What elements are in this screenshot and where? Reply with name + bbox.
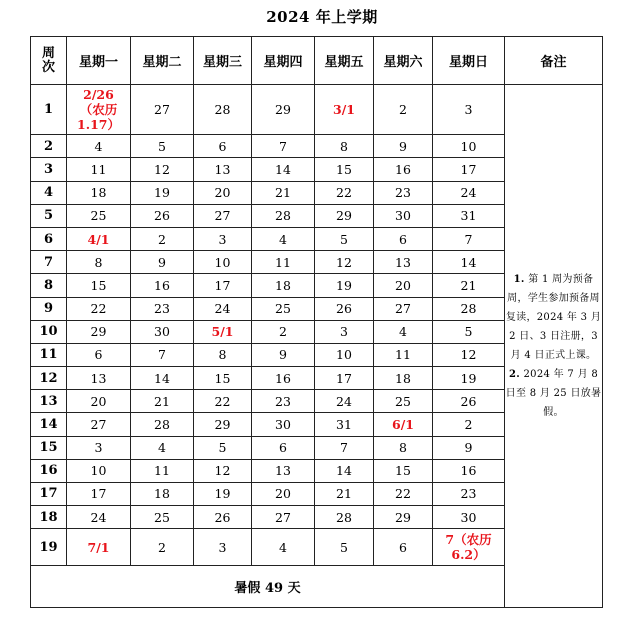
date-cell: 9 [252, 343, 315, 366]
date-cell: 24 [315, 390, 374, 413]
date-cell: 21 [315, 482, 374, 505]
date-cell: 11 [252, 251, 315, 274]
date-cell: 3 [433, 85, 505, 135]
date-cell: 29 [252, 85, 315, 135]
date-cell: 23 [374, 181, 433, 204]
week-number: 15 [31, 436, 67, 459]
date-cell: 19 [433, 367, 505, 390]
date-cell: 4 [252, 529, 315, 566]
date-cell: 8 [374, 436, 433, 459]
note-number: 2. [508, 369, 521, 380]
date-cell: 29 [67, 320, 131, 343]
date-cell: 25 [67, 204, 131, 227]
date-cell: 23 [252, 390, 315, 413]
date-cell: 17 [433, 158, 505, 181]
date-cell: 23 [433, 482, 505, 505]
date-cell: 18 [67, 181, 131, 204]
date-cell: 29 [315, 204, 374, 227]
day-header: 星期三 [194, 37, 252, 85]
week-number: 11 [31, 343, 67, 366]
date-cell: 6 [374, 529, 433, 566]
date-cell: 5 [433, 320, 505, 343]
date-cell: 11 [131, 459, 194, 482]
date-cell: 2 [131, 227, 194, 250]
date-cell: 18 [131, 482, 194, 505]
date-cell: 14 [315, 459, 374, 482]
day-header: 星期二 [131, 37, 194, 85]
week-number: 17 [31, 482, 67, 505]
date-cell: 26 [131, 204, 194, 227]
week-number: 12 [31, 367, 67, 390]
date-cell: 12 [315, 251, 374, 274]
date-cell: 16 [252, 367, 315, 390]
date-cell: 20 [252, 482, 315, 505]
date-cell: 7（农历 6.2） [433, 529, 505, 566]
date-cell: 22 [67, 297, 131, 320]
date-cell: 13 [67, 367, 131, 390]
week-number: 6 [31, 227, 67, 250]
date-cell: 5 [315, 227, 374, 250]
note-number: 1. [513, 274, 525, 285]
date-cell: 16 [131, 274, 194, 297]
date-cell: 8 [315, 135, 374, 158]
date-cell: 9 [433, 436, 505, 459]
date-cell: 27 [194, 204, 252, 227]
date-cell: 4/1 [67, 227, 131, 250]
date-cell: 2 [131, 529, 194, 566]
date-cell: 6 [67, 343, 131, 366]
date-cell: 8 [194, 343, 252, 366]
date-cell: 5 [131, 135, 194, 158]
date-cell: 6/1 [374, 413, 433, 436]
day-header: 星期五 [315, 37, 374, 85]
date-cell: 15 [67, 274, 131, 297]
date-cell: 18 [252, 274, 315, 297]
date-cell: 7 [315, 436, 374, 459]
date-cell: 28 [194, 85, 252, 135]
week-number: 7 [31, 251, 67, 274]
date-cell: 8 [67, 251, 131, 274]
notes-header: 备注 [505, 37, 603, 85]
day-header: 星期日 [433, 37, 505, 85]
date-cell: 14 [433, 251, 505, 274]
date-cell: 5 [315, 529, 374, 566]
date-cell: 7 [252, 135, 315, 158]
week-number: 10 [31, 320, 67, 343]
date-cell: 27 [67, 413, 131, 436]
date-cell: 16 [433, 459, 505, 482]
date-cell: 20 [194, 181, 252, 204]
date-cell: 15 [194, 367, 252, 390]
date-cell: 27 [131, 85, 194, 135]
date-cell: 5 [194, 436, 252, 459]
date-cell: 27 [252, 506, 315, 529]
date-cell: 14 [131, 367, 194, 390]
date-cell: 14 [252, 158, 315, 181]
date-cell: 30 [374, 204, 433, 227]
date-cell: 26 [315, 297, 374, 320]
week-number: 13 [31, 390, 67, 413]
date-cell: 31 [315, 413, 374, 436]
date-cell: 3 [194, 529, 252, 566]
date-cell: 2 [374, 85, 433, 135]
date-cell: 30 [131, 320, 194, 343]
date-cell: 17 [315, 367, 374, 390]
date-cell: 6 [374, 227, 433, 250]
week-number: 2 [31, 135, 67, 158]
week-number: 9 [31, 297, 67, 320]
date-cell: 24 [433, 181, 505, 204]
date-cell: 27 [374, 297, 433, 320]
date-cell: 10 [67, 459, 131, 482]
date-cell: 28 [131, 413, 194, 436]
summer-vacation-label: 暑假 49 天 [31, 566, 505, 608]
date-cell: 11 [67, 158, 131, 181]
date-cell: 15 [315, 158, 374, 181]
date-cell: 2 [252, 320, 315, 343]
date-cell: 29 [194, 413, 252, 436]
date-cell: 15 [374, 459, 433, 482]
date-cell: 10 [315, 343, 374, 366]
week-number: 14 [31, 413, 67, 436]
date-cell: 23 [131, 297, 194, 320]
date-cell: 21 [252, 181, 315, 204]
date-cell: 7/1 [67, 529, 131, 566]
date-cell: 2/26（农历 1.17） [67, 85, 131, 135]
date-cell: 22 [374, 482, 433, 505]
header-row [31, 37, 603, 85]
date-cell: 28 [433, 297, 505, 320]
date-cell: 9 [131, 251, 194, 274]
date-cell: 20 [67, 390, 131, 413]
date-cell: 4 [67, 135, 131, 158]
date-cell: 28 [315, 506, 374, 529]
date-cell: 12 [131, 158, 194, 181]
day-header: 星期四 [252, 37, 315, 85]
date-cell: 31 [433, 204, 505, 227]
week-number: 16 [31, 459, 67, 482]
date-cell: 3/1 [315, 85, 374, 135]
date-cell: 29 [374, 506, 433, 529]
date-cell: 22 [194, 390, 252, 413]
date-cell: 3 [194, 227, 252, 250]
date-cell: 13 [194, 158, 252, 181]
date-cell: 10 [194, 251, 252, 274]
date-cell: 3 [315, 320, 374, 343]
school-calendar-table [30, 36, 603, 608]
day-header: 星期一 [67, 37, 131, 85]
week-number: 19 [31, 529, 67, 566]
date-cell: 16 [374, 158, 433, 181]
date-cell: 10 [433, 135, 505, 158]
date-cell: 25 [252, 297, 315, 320]
date-cell: 17 [67, 482, 131, 505]
date-cell: 2 [433, 413, 505, 436]
date-cell: 4 [131, 436, 194, 459]
date-cell: 21 [433, 274, 505, 297]
date-cell: 19 [194, 482, 252, 505]
date-cell: 19 [131, 181, 194, 204]
note-text: 2024 年 7 月 8 日至 8 月 25 日放暑假。 [505, 369, 602, 418]
date-cell: 17 [194, 274, 252, 297]
date-cell: 22 [315, 181, 374, 204]
week-row [31, 85, 603, 135]
week-number: 8 [31, 274, 67, 297]
date-cell: 4 [374, 320, 433, 343]
date-cell: 30 [433, 506, 505, 529]
date-cell: 24 [194, 297, 252, 320]
date-cell: 7 [433, 227, 505, 250]
date-cell: 4 [252, 227, 315, 250]
date-cell: 21 [131, 390, 194, 413]
date-cell: 20 [374, 274, 433, 297]
date-cell: 26 [194, 506, 252, 529]
date-cell: 18 [374, 367, 433, 390]
week-number: 4 [31, 181, 67, 204]
day-header: 星期六 [374, 37, 433, 85]
page-title: 2024 年上学期 [266, 8, 378, 26]
date-cell: 12 [433, 343, 505, 366]
date-cell: 25 [131, 506, 194, 529]
week-number: 1 [31, 85, 67, 135]
date-cell: 5/1 [194, 320, 252, 343]
date-cell: 6 [252, 436, 315, 459]
date-cell: 11 [374, 343, 433, 366]
week-number: 5 [31, 204, 67, 227]
date-cell: 9 [374, 135, 433, 158]
notes-cell [505, 85, 603, 608]
week-number: 18 [31, 506, 67, 529]
date-cell: 12 [194, 459, 252, 482]
date-cell: 26 [433, 390, 505, 413]
date-cell: 19 [315, 274, 374, 297]
date-cell: 6 [194, 135, 252, 158]
date-cell: 3 [67, 436, 131, 459]
note-item [505, 270, 602, 365]
date-cell: 30 [252, 413, 315, 436]
note-text: 第 1 周为预备周，学生参加预备周复读，2024 年 3 月 2 日、3 日注册，3 月 4 日正式上课。 [505, 274, 602, 361]
week-header [31, 37, 67, 85]
note-item [505, 365, 602, 422]
date-cell: 13 [374, 251, 433, 274]
date-cell: 24 [67, 506, 131, 529]
date-cell: 13 [252, 459, 315, 482]
date-cell: 7 [131, 343, 194, 366]
week-number: 3 [31, 158, 67, 181]
week-header-label: 周 次 [41, 45, 55, 75]
date-cell: 25 [374, 390, 433, 413]
date-cell: 28 [252, 204, 315, 227]
